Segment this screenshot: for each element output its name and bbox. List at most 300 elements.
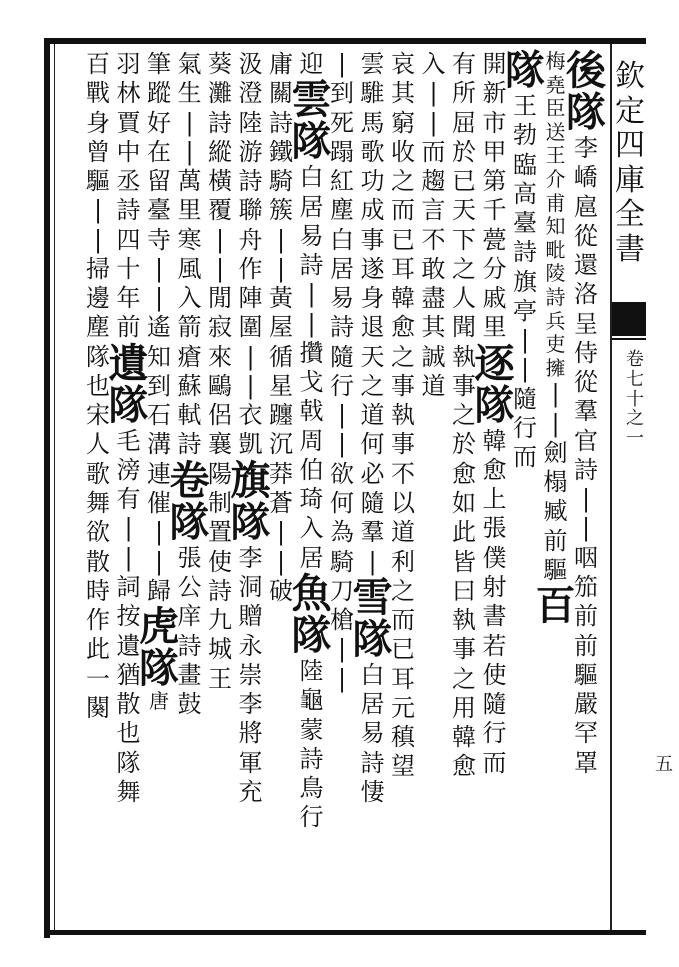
body-char: 此: [452, 518, 476, 547]
body-char: 梅: [545, 49, 566, 73]
body-char: 滂: [116, 455, 141, 484]
body-char: 之: [391, 576, 415, 605]
body-char: 充: [238, 777, 263, 806]
body-char: |: [307, 309, 316, 338]
heading-char: 隊: [291, 118, 332, 166]
body-char: 咽: [574, 543, 598, 572]
body-char: 之: [360, 371, 385, 400]
body-char: 年: [116, 284, 141, 313]
body-char: |: [215, 225, 225, 254]
body-char: 溝: [147, 430, 171, 459]
body-char: 罩: [574, 748, 598, 777]
body-char: 簇: [269, 196, 293, 225]
heading-char: 隊: [169, 498, 210, 546]
body-char: 臣: [545, 96, 566, 121]
heading-char: 隊: [352, 615, 393, 663]
frame-left-border: [44, 38, 50, 938]
body-char: |: [246, 342, 255, 371]
body-char: 蘇: [177, 371, 202, 400]
body-char: 詩: [238, 167, 263, 196]
body-char: 鼓: [177, 690, 202, 719]
body-char: 嶠: [574, 163, 598, 192]
body-char: 灘: [208, 79, 232, 108]
volume-label: [624, 350, 646, 449]
heading-char: 隊: [474, 381, 515, 429]
heading-char: 雪: [352, 573, 393, 621]
body-char: 驅: [574, 660, 598, 689]
body-char: 愈: [391, 313, 415, 342]
body-char: 李: [238, 543, 263, 572]
body-char: 不: [421, 225, 446, 254]
body-char: 毗: [545, 237, 566, 262]
body-char: 行: [330, 371, 354, 400]
body-char: 騎: [330, 547, 354, 576]
body-char: |: [337, 50, 347, 78]
text-column: [352, 50, 393, 807]
body-char: 蒼: [269, 488, 293, 517]
body-char: 嚴: [574, 690, 598, 719]
body-char: 戈: [299, 368, 324, 397]
body-char: |: [215, 254, 225, 283]
fishtail-rule: [612, 338, 646, 340]
body-char: 闋: [86, 693, 110, 722]
body-char: 公: [177, 572, 202, 601]
body-char: 留: [147, 167, 171, 196]
body-char: 而: [421, 137, 446, 166]
body-char: 臧: [543, 497, 568, 526]
body-char: 紅: [330, 167, 354, 196]
body-char: 利: [391, 547, 415, 576]
body-char: 如: [452, 488, 476, 517]
body-char: 好: [147, 108, 171, 137]
body-char: 扈: [574, 192, 598, 221]
body-char: 風: [177, 254, 202, 283]
body-char: 寂: [208, 313, 232, 342]
body-char: 分: [482, 254, 507, 283]
body-char: 敢: [421, 254, 446, 283]
body-char: |: [337, 430, 347, 459]
spine-char: 全: [615, 197, 645, 232]
body-char: 笳: [574, 572, 598, 601]
body-char: 官: [574, 426, 598, 455]
text-column: [566, 47, 606, 778]
body-char: 韓: [482, 426, 507, 455]
body-char: 居: [299, 192, 324, 221]
body-char: 鐵: [269, 137, 293, 166]
body-char: 知: [147, 342, 171, 371]
body-char: 人: [452, 284, 476, 313]
body-char: 欲: [330, 459, 354, 488]
body-char: 攢: [299, 338, 324, 367]
body-char: 隨: [482, 690, 507, 719]
body-char: |: [520, 355, 530, 384]
body-char: 歌: [86, 459, 110, 488]
body-char: 馬: [360, 108, 385, 137]
body-char: 擁: [545, 355, 566, 380]
heading-char: 隊: [139, 645, 179, 693]
body-char: 前: [543, 526, 568, 555]
body-char: 莽: [269, 459, 293, 488]
body-char: 庸: [269, 50, 293, 78]
body-char: 張: [177, 543, 202, 572]
body-char: 陵: [545, 261, 566, 286]
body-char: 詩: [574, 455, 598, 484]
body-char: |: [551, 409, 560, 438]
body-char: 林: [116, 79, 141, 108]
body-char: |: [307, 280, 316, 309]
heading-char: 百: [535, 582, 576, 630]
body-char: 里: [482, 313, 507, 342]
body-char: 鷗: [208, 371, 232, 400]
body-char: 之: [391, 342, 415, 371]
body-char: 誠: [421, 342, 446, 371]
body-char: 陸: [238, 108, 263, 137]
body-char: 詩: [360, 748, 385, 777]
volume-char: 之: [626, 408, 644, 430]
heading-char: 卷: [169, 456, 210, 504]
heading-char: 雲: [291, 76, 332, 124]
heading-char: 逐: [474, 339, 515, 387]
body-char: 寒: [177, 225, 202, 254]
body-char: 之: [391, 167, 415, 196]
volume-char: 七: [626, 368, 644, 390]
body-char: 軾: [177, 401, 202, 430]
body-char: 隊: [116, 748, 141, 777]
body-char: 氣: [177, 50, 202, 78]
text-column: [230, 50, 271, 807]
body-char: 盡: [421, 284, 446, 313]
body-char: 而: [513, 443, 537, 472]
body-char: 不: [391, 459, 415, 488]
body-char: 入: [177, 284, 202, 313]
body-char: 前: [574, 602, 598, 631]
body-char: 作: [86, 606, 110, 635]
body-char: 庠: [177, 602, 202, 631]
body-char: 天: [452, 196, 476, 225]
body-char: 必: [360, 459, 385, 488]
spine-rule: [610, 44, 612, 930]
body-char: 事: [452, 635, 476, 664]
body-char: 騎: [269, 167, 293, 196]
body-char: |: [154, 254, 164, 283]
body-char: 死: [330, 108, 354, 137]
body-char: 而: [391, 606, 415, 635]
body-char: 雲: [360, 50, 385, 78]
body-char: 何: [330, 488, 354, 517]
body-char: 游: [238, 137, 263, 166]
body-char: 龜: [299, 686, 324, 715]
body-char: 市: [482, 108, 507, 137]
body-char: 勃: [513, 121, 537, 150]
body-char: 遂: [360, 254, 385, 283]
body-char: 歌: [360, 137, 385, 166]
body-char: 歸: [147, 576, 171, 605]
body-char: 愈: [452, 459, 476, 488]
body-char: 循: [269, 342, 293, 371]
body-char: 置: [208, 518, 232, 547]
body-char: 詩: [177, 631, 202, 660]
body-char: 罕: [574, 719, 598, 748]
body-char: 詩: [208, 108, 232, 137]
body-char: 身: [360, 284, 385, 313]
body-char: 李: [238, 690, 263, 719]
body-char: 欲: [86, 518, 110, 547]
body-char: 哀: [391, 50, 415, 78]
body-char: 以: [391, 488, 415, 517]
body-char: 居: [299, 543, 324, 572]
body-char: 詞: [116, 572, 141, 601]
text-column: [291, 50, 332, 833]
body-char: 戚: [482, 284, 507, 313]
body-char: 之: [452, 664, 476, 693]
body-char: 介: [545, 166, 566, 191]
body-char: 身: [86, 108, 110, 137]
body-char: 呈: [574, 309, 598, 338]
body-char: 已: [391, 635, 415, 664]
body-char: 衣: [238, 401, 263, 430]
body-char: 羣: [574, 397, 598, 426]
body-char: 隊: [86, 342, 110, 371]
body-char: 還: [574, 251, 598, 280]
body-char: 隨: [513, 384, 537, 413]
body-char: 九: [208, 606, 232, 635]
body-char: |: [154, 547, 164, 576]
body-char: 書: [482, 602, 507, 631]
body-char: 白: [299, 163, 324, 192]
body-char: 催: [147, 488, 171, 517]
text-column: [387, 50, 419, 782]
body-char: 李: [574, 134, 598, 162]
body-char: 瘡: [177, 342, 202, 371]
body-char: 作: [238, 254, 263, 283]
body-char: 功: [360, 167, 385, 196]
volume-char: 十: [626, 388, 644, 410]
body-char: 猶: [116, 660, 141, 689]
text-column: [474, 50, 515, 778]
body-char: 愈: [482, 455, 507, 484]
body-char: 前: [574, 631, 598, 660]
body-char: |: [276, 547, 286, 576]
body-char: 鳥: [299, 774, 324, 803]
spine-char: 庫: [615, 162, 645, 198]
body-char: |: [93, 225, 103, 254]
body-char: 蹋: [330, 137, 354, 166]
spine-char: 定: [615, 93, 645, 129]
body-char: 陣: [238, 284, 263, 313]
body-char: 在: [147, 137, 171, 166]
body-char: |: [337, 401, 347, 430]
body-char: 臺: [147, 196, 171, 225]
body-char: 到: [330, 79, 354, 108]
body-char: 元: [391, 693, 415, 722]
heading-char: 遺: [108, 339, 149, 387]
body-char: 事: [360, 225, 385, 254]
heading-char: 隊: [108, 381, 149, 429]
body-char: 事: [391, 371, 415, 400]
body-char: 來: [208, 342, 232, 371]
body-char: 收: [391, 137, 415, 166]
body-char: 遙: [147, 313, 171, 342]
body-char: 遺: [116, 631, 141, 660]
body-char: 十: [116, 254, 141, 283]
body-char: 聞: [452, 313, 476, 342]
heading-char: 虎: [139, 603, 179, 651]
body-char: 已: [452, 167, 476, 196]
body-char: 縱: [208, 137, 232, 166]
body-char: 詩: [269, 108, 293, 137]
body-char: |: [154, 284, 164, 313]
body-char: 於: [452, 430, 476, 459]
body-char: 贈: [238, 602, 263, 631]
body-char: 宋: [86, 401, 110, 430]
body-char: 時: [86, 576, 110, 605]
volume-char: 卷: [626, 349, 644, 370]
body-char: 前: [116, 313, 141, 342]
body-char: 按: [116, 602, 141, 631]
frame-bottom-border: [44, 930, 646, 935]
body-char: 屈: [452, 108, 476, 137]
body-char: 沉: [269, 430, 293, 459]
spine-char: 書: [615, 231, 645, 267]
body-char: 甲: [482, 137, 507, 166]
body-char: 四: [116, 225, 141, 254]
body-char: 澄: [238, 79, 263, 108]
body-char: 凱: [238, 430, 263, 459]
body-char: 行: [299, 803, 324, 832]
body-char: 蹤: [147, 79, 171, 108]
body-char: 臨: [513, 150, 537, 179]
body-char: 將: [238, 719, 263, 748]
body-char: 執: [391, 401, 415, 430]
body-char: 其: [391, 79, 415, 108]
body-char: 驅: [86, 167, 110, 196]
body-char: 為: [330, 518, 354, 547]
body-char: 射: [482, 572, 507, 601]
body-char: 易: [360, 719, 385, 748]
body-char: 關: [269, 79, 293, 108]
body-char: 連: [147, 459, 171, 488]
body-char: 道: [391, 518, 415, 547]
body-char: |: [581, 485, 591, 514]
body-char: 窮: [391, 108, 415, 137]
body-char: 一: [86, 664, 110, 693]
body-char: 皆: [452, 547, 476, 576]
text-column: [418, 50, 450, 401]
body-char: 高: [513, 179, 537, 208]
body-char: 事: [391, 430, 415, 459]
body-char: 詩: [545, 284, 566, 309]
body-char: 聯: [238, 196, 263, 225]
body-char: 用: [452, 693, 476, 722]
body-char: 之: [452, 254, 476, 283]
text-column: [204, 50, 236, 694]
body-char: 悽: [360, 777, 385, 806]
body-char: 城: [208, 635, 232, 664]
body-char: 使: [482, 660, 507, 689]
body-char: 新: [482, 79, 507, 108]
body-char: 橫: [208, 167, 232, 196]
body-char: 舞: [86, 488, 110, 517]
body-char: 榻: [543, 468, 568, 497]
body-char: 破: [269, 576, 293, 605]
body-char: |: [337, 635, 347, 664]
body-char: 言: [421, 196, 446, 225]
body-char: 行: [482, 719, 507, 748]
body-char: 趨: [421, 167, 446, 196]
body-char: 下: [452, 225, 476, 254]
body-char: 驅: [543, 555, 568, 584]
body-char: 陸: [299, 656, 324, 685]
heading-char: 隊: [505, 47, 545, 94]
body-char: |: [124, 543, 133, 572]
body-char: 汲: [238, 50, 263, 78]
body-char: 道: [360, 401, 385, 430]
body-char: 槍: [330, 606, 354, 635]
body-char: 黃: [269, 284, 293, 313]
frame-top-border: [44, 38, 646, 44]
body-char: 耳: [391, 664, 415, 693]
body-char: |: [124, 514, 133, 543]
body-char: 覆: [208, 196, 232, 225]
body-char: 旗: [513, 267, 537, 296]
body-char: 屋: [269, 313, 293, 342]
body-char: 散: [116, 690, 141, 719]
body-char: 周: [299, 426, 324, 455]
body-char: 臺: [513, 209, 537, 238]
body-char: 成: [360, 196, 385, 225]
body-char: 隨: [330, 342, 354, 371]
body-char: 騅: [360, 79, 385, 108]
body-char: 軍: [238, 748, 263, 777]
body-char: |: [429, 79, 438, 108]
text-column: [82, 50, 114, 723]
body-char: 戟: [299, 397, 324, 426]
body-char: 甍: [482, 225, 507, 254]
body-char: 舟: [238, 225, 263, 254]
heading-char: 後: [566, 47, 606, 94]
body-char: 掃: [86, 254, 110, 283]
body-char: 襄: [208, 430, 232, 459]
body-char: 詩: [177, 430, 202, 459]
body-char: 於: [452, 137, 476, 166]
body-char: 甫: [545, 190, 566, 215]
heading-char: 魚: [291, 569, 332, 617]
body-char: 執: [452, 606, 476, 635]
body-char: |: [246, 371, 255, 400]
body-char: |: [276, 254, 286, 283]
body-char: |: [581, 514, 591, 543]
body-char: 有: [116, 485, 141, 514]
body-char: 王: [208, 664, 232, 693]
body-char: 閒: [208, 284, 232, 313]
body-char: 羽: [116, 50, 141, 78]
body-char: 唐: [149, 689, 169, 714]
body-char: 詩: [330, 313, 354, 342]
body-char: 稹: [391, 723, 415, 752]
body-char: 圍: [238, 313, 263, 342]
body-char: 事: [452, 371, 476, 400]
body-char: 中: [116, 137, 141, 166]
body-char: 散: [86, 547, 110, 576]
folio-number: 五: [655, 754, 673, 775]
body-char: 到: [147, 371, 171, 400]
body-char: |: [93, 196, 103, 225]
body-char: 人: [86, 430, 110, 459]
body-char: 洞: [238, 572, 263, 601]
body-char: 道: [421, 371, 446, 400]
body-char: 第: [482, 167, 507, 196]
heading-char: 隊: [291, 611, 332, 659]
